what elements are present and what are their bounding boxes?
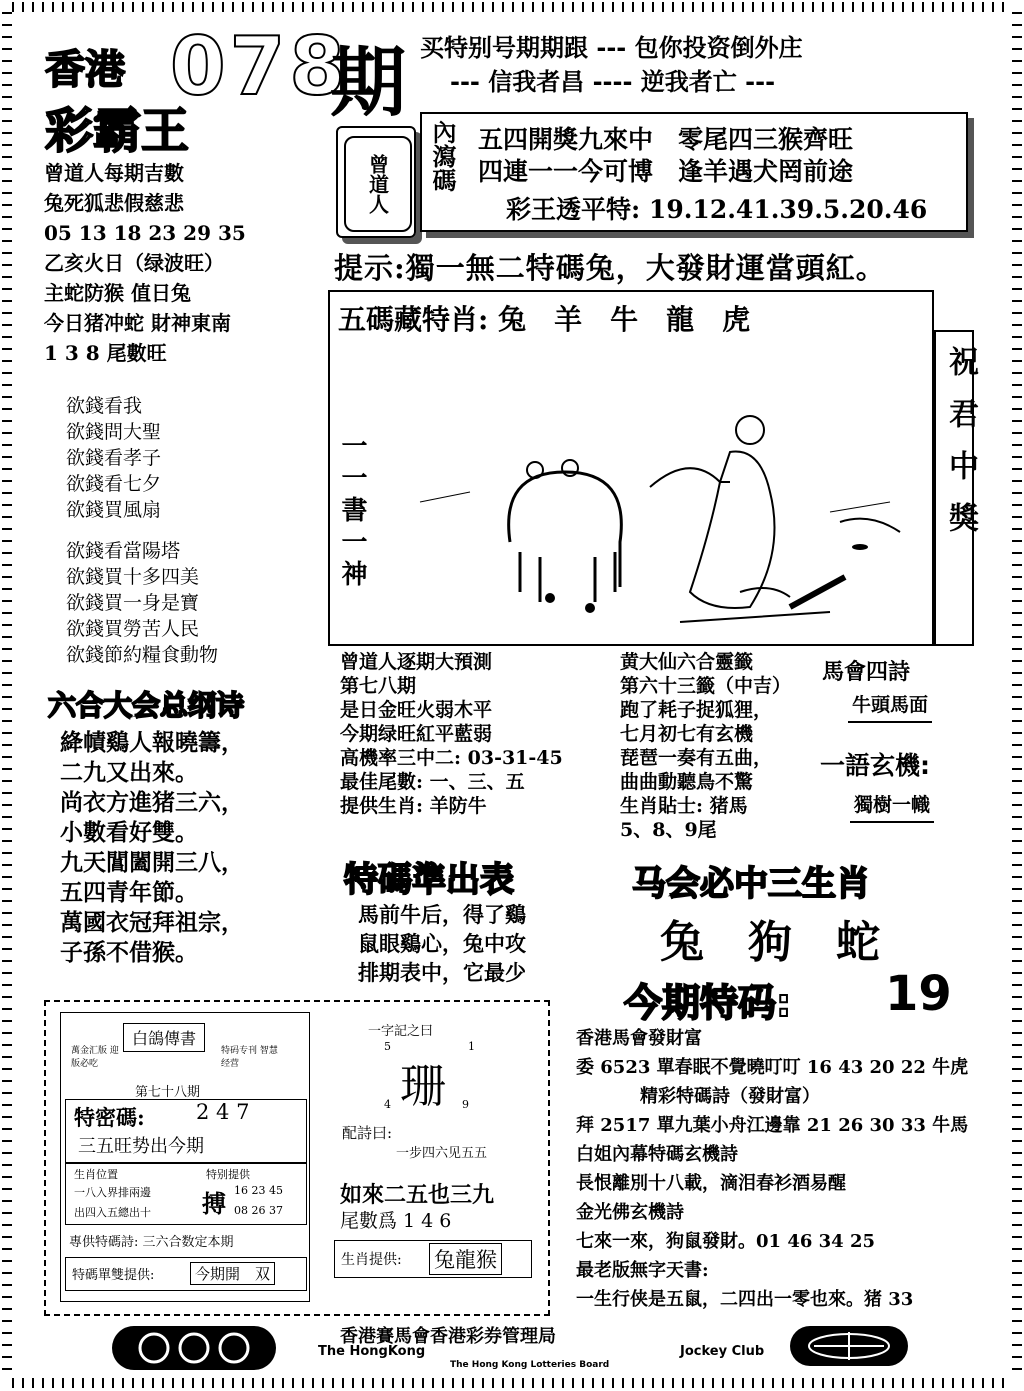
pos-label: 生肖位置 [74, 1168, 118, 1181]
logo-left-mark [112, 1326, 276, 1370]
word-n1: 1 [468, 1040, 475, 1053]
pigeon-title: 白鴿傳書 [123, 1023, 205, 1052]
sx-label: 生肖提供: [341, 1252, 402, 1268]
three-zodiac-animals: 兔 狗 蛇 [660, 917, 880, 968]
rb-line: 最老版無字天書: [576, 1260, 709, 1281]
border-top [12, 2, 1012, 12]
rb-line: 精彩特碼詩（發財富） [640, 1086, 820, 1107]
footer-cn: 香港賽馬會香港彩券管理局 [340, 1326, 556, 1347]
word-n5: 5 [384, 1040, 391, 1053]
secret-value: 2 4 7 [196, 1100, 250, 1124]
word-char: 珊 [400, 1059, 446, 1113]
picture-box [328, 290, 934, 646]
special-body [358, 900, 526, 987]
list-item: 欲錢買勞苦人民 [66, 618, 200, 640]
rb-line: 金光佛玄機詩 [576, 1202, 684, 1223]
brand-top: 香港 [45, 47, 125, 93]
horse-poem-title: 馬會四詩 [822, 660, 911, 685]
tebie-nums-1: 16 23 45 [234, 1184, 283, 1197]
huang-block [620, 650, 791, 842]
tebie-label: 特别提供 [206, 1168, 250, 1181]
huang-line: 黄大仙六合靈籤 [620, 651, 754, 673]
secret-line: 三五旺势出今期 [78, 1136, 204, 1157]
huang-line: 琵琶一奏有五曲， [620, 747, 773, 769]
inner-line-3: 彩王透平特: 19.12.41.39.5.20.46 [506, 195, 928, 224]
info-line: 兔死狐悲假慈悲 [44, 191, 184, 215]
pei-label: 配詩曰: [342, 1124, 393, 1142]
info-line: 曾道人每期吉數 [44, 161, 184, 185]
huang-line: 曲曲動聽鳥不驚 [620, 771, 754, 793]
poem-title: 六合大会总纲诗 [48, 689, 245, 722]
predict-line: 是日金旺火弱木平 [340, 699, 493, 721]
rb-line: 七來一來，狗鼠發財。01 46 34 25 [576, 1231, 875, 1252]
sx-value: 兔龍猴 [429, 1243, 502, 1275]
predict-block [340, 650, 563, 818]
logo-right-mark [790, 1326, 908, 1366]
hint: 提示:獨一無二特碼兔，大發財運當頭紅。 [334, 251, 886, 285]
footer-en-3: The Hong Kong Lotteries Board [450, 1360, 610, 1370]
slogan-2: --- 信我者昌 ---- 逆我者亡 --- [450, 68, 776, 96]
weishu-line: 尾數爲 1 4 6 [340, 1210, 452, 1232]
poem-line: 小數看好雙。 [60, 819, 198, 846]
border-bottom [12, 1378, 1012, 1388]
right-bottom-block [576, 1024, 968, 1314]
stamp-box [336, 126, 416, 238]
special-line: 排期表中，它最少 [358, 960, 526, 985]
single-box [65, 1257, 307, 1291]
huang-line: 生肖貼士: 猪馬 [620, 795, 748, 817]
huang-line: 第六十三籤（中吉） [620, 675, 792, 697]
pos-line-1: 一八入界排兩邊 [74, 1186, 151, 1199]
xuanji-value: 獨樹一幟 [850, 790, 934, 823]
secret-box [65, 1099, 307, 1163]
huang-line: 跑了耗子捉狐狸， [620, 699, 773, 721]
single-value: 今期開 双 [190, 1262, 275, 1285]
poem-body [60, 728, 244, 968]
secret-label: 特密碼: [74, 1105, 145, 1130]
special-title: 特碼準出表 [344, 860, 514, 900]
word-n9: 9 [462, 1098, 469, 1111]
poem-line: 九天閶闔開三八， [60, 849, 244, 876]
list-item: 欲錢看當陽塔 [66, 540, 181, 562]
rb-line: 香港馬會發財富 [576, 1028, 702, 1049]
border-left [2, 12, 12, 1378]
today-label: 今期特码: [624, 981, 792, 1025]
footer-en-1: The HongKong [318, 1344, 426, 1359]
predict-line: 今期绿旺紅平藍弱 [340, 723, 493, 745]
issue-number: 078 [170, 20, 349, 113]
inner-line-2: 四連一一今可博 逢羊遇犬罔前途 [478, 157, 854, 186]
zodiac-line: 五碼藏特肖: 兔 羊 牛 龍 虎 [338, 303, 751, 336]
list-item: 欲錢看孝子 [66, 447, 162, 469]
pigeon-box [60, 1012, 310, 1302]
poem-line: 絳幘鷄人報曉籌， [60, 729, 244, 756]
three-zodiac-title: 马会必中三生肖 [632, 864, 870, 904]
pigeon-small-left: 萬金汇版 迎版必吃 [71, 1046, 119, 1069]
rb-line: 白姐內幕特碼玄機詩 [576, 1144, 738, 1165]
rb-line: 一生行侠是五鼠，二四出一零也來。猪 33 [576, 1289, 914, 1310]
poem-line: 二九又出來。 [60, 759, 198, 786]
position-box [65, 1163, 307, 1225]
inner-label: 內瀉碼 [428, 120, 457, 192]
picture-left-vertical: 一一書一神 [337, 432, 367, 592]
right-vertical: 祝君中獎 [943, 346, 978, 554]
word-title: 一字記之曰 [368, 1024, 434, 1039]
footer-logo-right [790, 1326, 908, 1366]
list-item: 欲錢買風扇 [66, 499, 162, 521]
bo-char: 搏 [202, 1189, 226, 1218]
predict-line: 曾道人逐期大預測 [340, 651, 493, 673]
pei-line: 一步四六见五五 [396, 1146, 488, 1161]
horse-poem-value: 牛頭馬面 [848, 690, 932, 723]
list-item: 欲錢看我 [66, 395, 143, 417]
predict-line: 提供生肖: 羊防牛 [340, 795, 487, 817]
inner-code-box [420, 112, 968, 232]
sx-box [334, 1240, 532, 1278]
info-line: 今日猪冲蛇 財神東南 [44, 311, 231, 335]
info-line: 1 3 8 尾數旺 [44, 341, 167, 365]
lady-illustration [390, 352, 930, 642]
rb-line: 長恨離別十八載，滴泪春衫酒易醒 [576, 1173, 846, 1194]
pigeon-period: 第七十八期 [135, 1085, 201, 1100]
brand-main: 彩霸王 [45, 103, 190, 159]
right-vertical-box [934, 330, 978, 646]
footer-en-2: Jockey Club [680, 1344, 765, 1359]
predict-line: 第七八期 [340, 675, 417, 697]
poem-line: 五四青年節。 [60, 879, 198, 906]
list-item: 欲錢買十多四美 [66, 566, 200, 588]
poem-line: 尚衣方進猪三六， [60, 789, 244, 816]
xuanji-title: 一語玄機: [820, 751, 930, 780]
money-list-1 [66, 393, 161, 523]
rb-line: 拜 2517 單九葉小舟江邊靠 21 26 30 33 牛馬 [576, 1115, 969, 1136]
list-item: 欲錢買一身是寶 [66, 592, 200, 614]
info-line: 主蛇防猴 值日兔 [44, 281, 191, 305]
pigeon-zhuan: 專供特碼詩: 三六合数定本期 [69, 1235, 234, 1250]
poem-line: 子孫不借猴。 [60, 939, 198, 966]
tebie-nums-2: 08 26 37 [234, 1204, 283, 1217]
rb-line: 委 6523 單春眠不覺曉叮叮 16 43 20 22 牛虎 [576, 1057, 969, 1078]
info-line: 乙亥火日（绿波旺） [44, 251, 224, 275]
footer-logo-left [112, 1326, 276, 1370]
left-info [44, 158, 246, 368]
single-label: 特碼單雙提供: [72, 1268, 155, 1283]
special-line: 馬前牛后，得了鷄 [358, 902, 526, 927]
border-right [1012, 12, 1022, 1378]
predict-line: 高機率三中二: 03-31-45 [340, 747, 563, 769]
info-line: 05 13 18 23 29 35 [44, 221, 246, 245]
rulai-line: 如來二五也三九 [340, 1183, 495, 1208]
word-n4: 4 [384, 1098, 391, 1111]
slogan-1: 买特别号期期跟 --- 包你投资倒外庄 [420, 34, 803, 62]
list-item: 欲錢節約糧食動物 [66, 644, 219, 666]
period-char: 期 [330, 38, 406, 127]
pigeon-small-right: 特码专刊 智慧经营 [221, 1046, 278, 1069]
inner-line-1: 五四開獎九來中 零尾四三猴齊旺 [478, 125, 854, 154]
huang-line: 七月初七有玄機 [620, 723, 754, 745]
pos-line-2: 出四入五總出十 [74, 1206, 151, 1219]
today-value: 19 [885, 966, 952, 1022]
huang-line: 5、8、9尾 [620, 819, 717, 841]
predict-line: 最佳尾數: 一、三、五 [340, 771, 525, 793]
money-list-2 [66, 538, 218, 668]
list-item: 欲錢問大聖 [66, 421, 162, 443]
special-line: 鼠眼鷄心，兔中攻 [358, 931, 526, 956]
stamp: 曾道人 [344, 136, 412, 232]
poem-line: 萬國衣冠拜祖宗， [60, 909, 244, 936]
list-item: 欲錢看七夕 [66, 473, 162, 495]
